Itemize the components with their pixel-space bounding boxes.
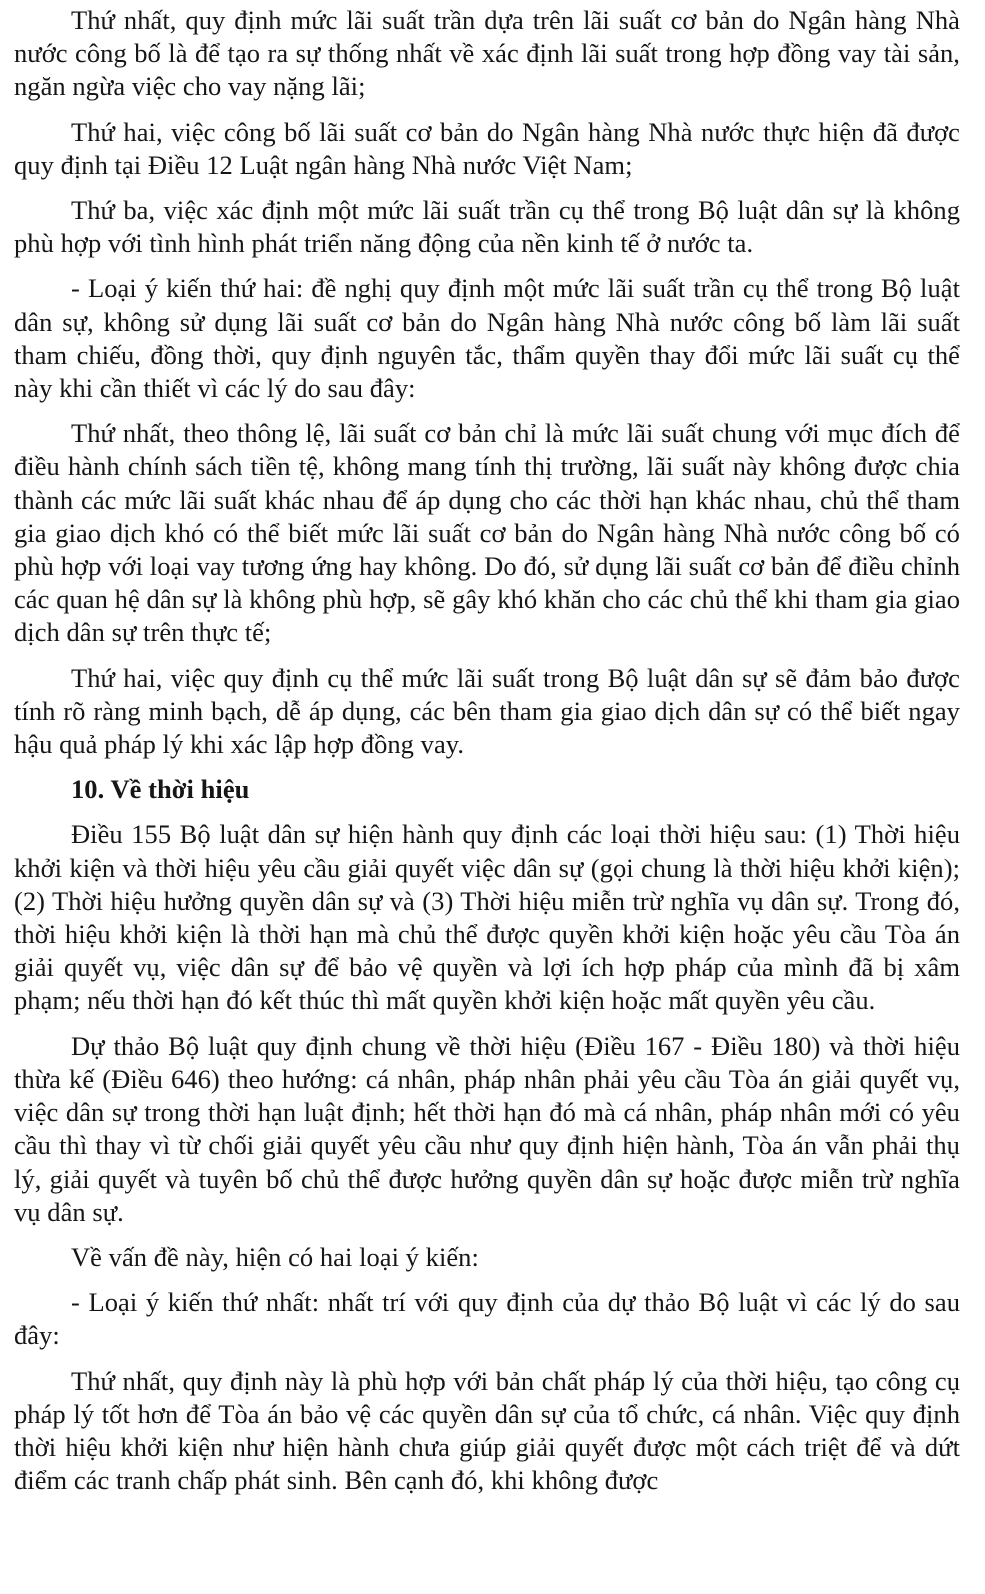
paragraph-3: Thứ ba, việc xác định một mức lãi suất trần cụ thể trong Bộ luật dân sự là không phù hợp với tình hình phát triển năng động của nền kinh tế ở nước ta. (14, 195, 960, 259)
document-page (14, 4, 960, 1509)
paragraph-10: - Loại ý kiến thứ nhất: nhất trí với quy định của dự thảo Bộ luật vì các lý do sau đây: (14, 1287, 960, 1351)
paragraph-7: Điều 155 Bộ luật dân sự hiện hành quy định các loại thời hiệu sau: (1) Thời hiệu khởi kiện và thời hiệu yêu cầu giải quyết việc dân sự (gọi chung là thời hiệu khởi kiện); (2) Thời hiệu hưởng quyền dân sự và (3) Thời hiệu miễn trừ nghĩa vụ dân sự. Trong đó, thời hiệu khởi kiện là thời hạn mà chủ thể được quyền khởi kiện hoặc yêu cầu Tòa án giải quyết vụ, việc dân sự để bảo vệ quyền và lợi ích hợp pháp của mình đã bị xâm phạm; nếu thời hạn đó kết thúc thì mất quyền khởi kiện hoặc mất quyền yêu cầu. (14, 819, 960, 1016)
paragraph-9: Về vấn đề này, hiện có hai loại ý kiến: (71, 1241, 479, 1272)
paragraph-2: Thứ hai, việc công bố lãi suất cơ bản do Ngân hàng Nhà nước thực hiện đã được quy định tại Điều 12 Luật ngân hàng Nhà nước Việt Nam; (14, 116, 960, 180)
paragraph-1: Thứ nhất, quy định mức lãi suất trần dựa trên lãi suất cơ bản do Ngân hàng Nhà nước công bố là để tạo ra sự thống nhất về xác định lãi suất trong hợp đồng vay tài sản, ngăn ngừa việc cho vay nặng lãi; (14, 5, 960, 102)
section-heading: 10. Về thời hiệu (71, 774, 250, 805)
paragraph-8: Dự thảo Bộ luật quy định chung về thời hiệu (Điều 167 - Điều 180) và thời hiệu thừa kế (Điều 646) theo hướng: cá nhân, pháp nhân phải yêu cầu Tòa án giải quyết vụ, việc dân sự trong thời hạn luật định; hết thời hạn đó mà cá nhân, pháp nhân mới có yêu cầu thì thay vì từ chối giải quyết yêu cầu như quy định hiện hành, Tòa án vẫn phải thụ lý, giải quyết và tuyên bố chủ thể được hưởng quyền dân sự hoặc được miễn trừ nghĩa vụ dân sự. (14, 1030, 960, 1227)
paragraph-5: Thứ nhất, theo thông lệ, lãi suất cơ bản chỉ là mức lãi suất chung với mục đích để điều hành chính sách tiền tệ, không mang tính thị trường, lãi suất này không được chia thành các mức lãi suất khác nhau để áp dụng cho các thời hạn khác nhau, chủ thể tham gia giao dịch khó có thể biết mức lãi suất cơ bản do Ngân hàng Nhà nước công bố có phù hợp với loại vay tương ứng hay không. Do đó, sử dụng lãi suất cơ bản để điều chỉnh các quan hệ dân sự là không phù hợp, sẽ gây khó khăn cho các chủ thể khi tham gia giao dịch dân sự trên thực tế; (14, 418, 960, 648)
paragraph-11: Thứ nhất, quy định này là phù hợp với bản chất pháp lý của thời hiệu, tạo công cụ pháp lý tốt hơn để Tòa án bảo vệ các quyền dân sự của tổ chức, cá nhân. Việc quy định thời hiệu khởi kiện như hiện hành chưa giúp giải quyết được một cách triệt để và dứt điểm các tranh chấp phát sinh. Bên cạnh đó, khi không được (14, 1365, 960, 1496)
paragraph-6: Thứ hai, việc quy định cụ thể mức lãi suất trong Bộ luật dân sự sẽ đảm bảo được tính rõ ràng minh bạch, dễ áp dụng, các bên tham gia giao dịch dân sự có thể biết ngay hậu quả pháp lý khi xác lập hợp đồng vay. (14, 662, 960, 760)
paragraph-4: - Loại ý kiến thứ hai: đề nghị quy định một mức lãi suất trần cụ thể trong Bộ luật dân sự, không sử dụng lãi suất cơ bản do Ngân hàng Nhà nước công bố làm lãi suất tham chiếu, đồng thời, quy định nguyên tắc, thẩm quyền thay đổi mức lãi suất cụ thể này khi cần thiết vì các lý do sau đây: (14, 273, 960, 404)
